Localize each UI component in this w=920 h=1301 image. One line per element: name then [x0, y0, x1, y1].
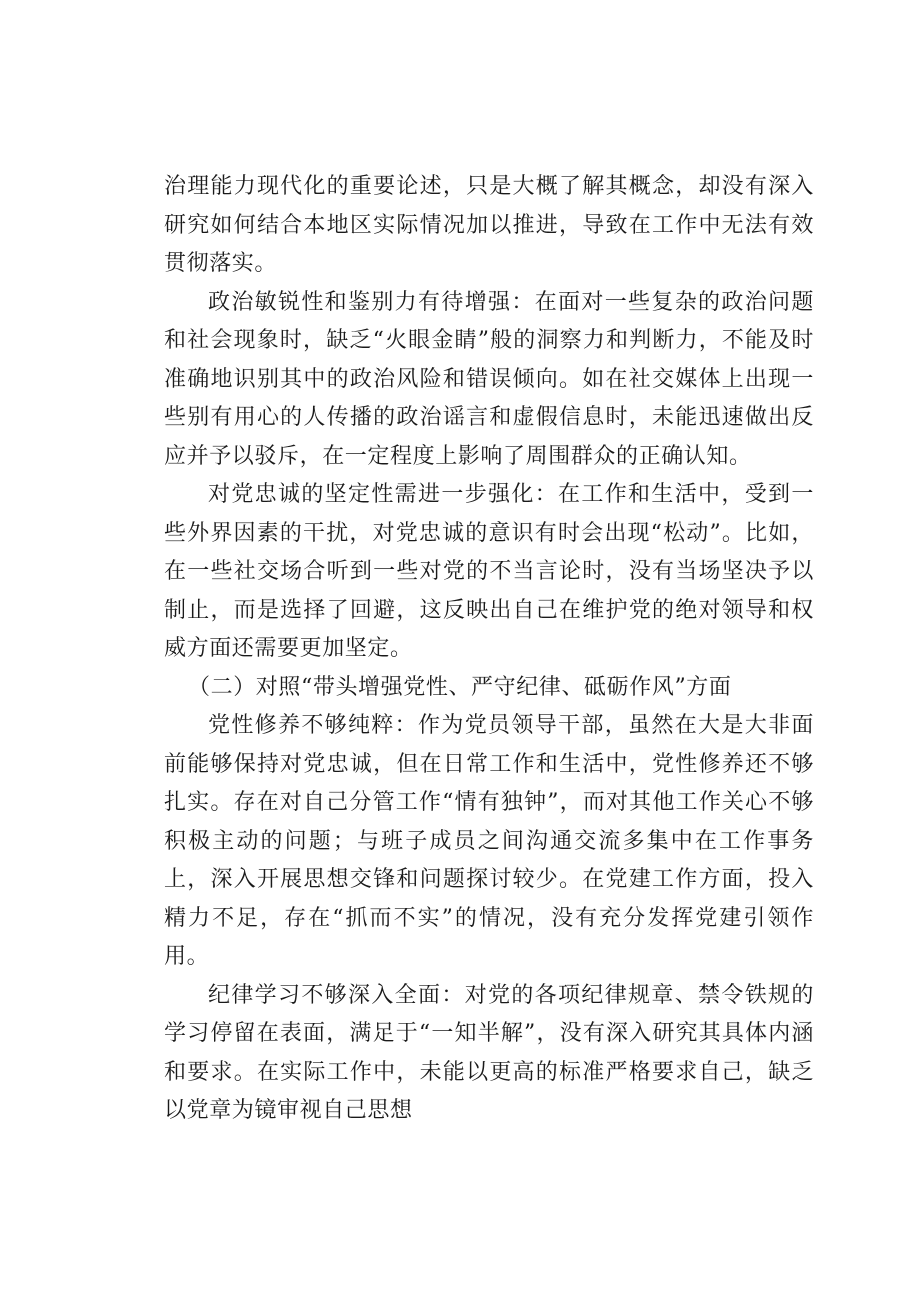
paragraph-discipline-study: 纪律学习不够深入全面：对党的各项纪律规章、禁令铁规的学习停留在表面，满足于“一知半解”，没有深入研究其具体内涵和要求。在实际工作中，未能以更高的标准严格要求自己，缺乏以党章为镜审视自己思想: [164, 982, 814, 1123]
paragraph-continuation: 治理能力现代化的重要论述，只是大概了解其概念，却没有深入研究如何结合本地区实际情况加以推进，导致在工作中无法有效贯彻落实。: [164, 174, 814, 276]
paragraph-party-cultivation: 党性修养不够纯粹：作为党员领导干部，虽然在大是大非面前能够保持对党忠诚，但在日常工作和生活中，党性修养还不够扎实。存在对自己分管工作“情有独钟”，而对其他工作关心不够积极主动的问题；与班子成员之间沟通交流多集中在工作事务上，深入开展思想交锋和问题探讨较少。在党建工作方面，投入精力不足，存在“抓而不实”的情况，没有充分发挥党建引领作用。: [164, 713, 814, 969]
document-body: [164, 168, 814, 1131]
paragraph-party-loyalty: 对党忠诚的坚定性需进一步强化：在工作和生活中，受到一些外界因素的干扰，对党忠诚的意识有时会出现“松动”。比如，在一些社交场合听到一些对党的不当言论时，没有当场坚决予以制止，而是选择了回避，这反映出自己在维护党的绝对领导和权威方面还需要更加坚定。: [164, 482, 814, 661]
paragraph-political-sensitivity: 政治敏锐性和鉴别力有待增强：在面对一些复杂的政治问题和社会现象时，缺乏“火眼金睛”般的洞察力和判断力，不能及时准确地识别其中的政治风险和错误倾向。如在社交媒体上出现一些别有用心的人传播的政治谣言和虚假信息时，未能迅速做出反应并予以驳斥，在一定程度上影响了周围群众的正确认知。: [164, 289, 814, 469]
section-heading: （二）对照“带头增强党性、严守纪律、砥砺作风”方面: [188, 674, 732, 700]
